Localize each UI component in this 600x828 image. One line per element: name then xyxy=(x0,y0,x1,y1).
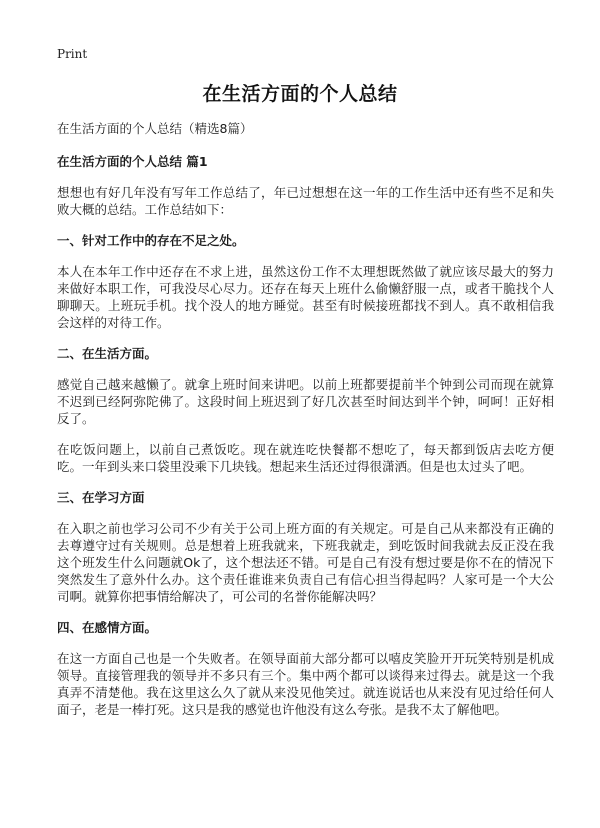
article-heading: 在生活方面的个人总结 篇1 xyxy=(57,154,208,169)
section-1-paragraph: 本人在本年工作中还存在不求上进，虽然这份工作不太理想既然做了就应该尽最大的努力来做好本职工作，可我没尽心尽力。还存在每天上班什么偷懒舒服一点，或者干脆找个人聊聊天。上班玩手机。找个没人的地方睡觉。甚至有时候接班都找不到人。真不敢相信我会这样的对待工作。 xyxy=(57,264,554,330)
section-4-paragraph: 在这一方面自己也是一个失败者。在领导面前大部分都可以嘻皮笑脸开开玩笑特别是机成领导。直接管理我的领导并不多只有三个。集中两个都可以谈得来过得去。就是这一个我真弄不清楚他。我在这里这么久了就从来没见他笑过。就连说话也从来没有见过给任何人面子，老是一棒打死。这只是我的感觉也许他没有这么夸张。是我不太了解他吧。 xyxy=(57,651,554,717)
intro-paragraph: 想想也有好几年没有写年工作总结了，年已过想想在这一年的工作生活中还有些不足和失败大概的总结。工作总结如下： xyxy=(57,185,554,217)
section-2-paragraph-2: 在吃饭问题上，以前自己煮饭吃。现在就连吃快餐都不想吃了，每天都到饭店去吃方便吃。一年到头来口袋里没乘下几块钱。想起来生活还过得很潇洒。但是也太过头了吧。 xyxy=(57,442,554,474)
section-heading-1: 一、针对工作中的存在不足之处。 xyxy=(57,233,245,248)
section-heading-2: 二、在生活方面。 xyxy=(57,346,158,361)
section-2-paragraph-1: 感觉自己越来越懒了。就拿上班时间来讲吧。以前上班都要提前半个钟到公司而现在就算不迟到已经阿弥陀佛了。这段时间上班迟到了好几次甚至时间达到半个钟，呵呵！正好相反了。 xyxy=(57,377,554,426)
section-heading-4: 四、在感情方面。 xyxy=(57,620,158,635)
article-body xyxy=(57,120,554,732)
section-heading-3: 三、在学习方面 xyxy=(57,490,145,505)
section-3-paragraph: 在入职之前也学习公司不少有关于公司上班方面的有关规定。可是自己从来都没有正确的去尊遵守过有关规则。总是想着上班我就来，下班我就走，到吃饭时间我就去反正没在我这个班发生什么问题就Ok了，这个想法还不错。可是自己有没有想过要是你不在的情况下突然发生了意外什么办。这个责任谁谁来负责自己有信心担当得起吗？人家可是一个大公司啊。就算你把事情给解决了，可公司的名誉你能解决吗？ xyxy=(57,521,554,604)
subtitle: 在生活方面的个人总结（精选8篇） xyxy=(57,121,253,136)
page-title: 在生活方面的个人总结 xyxy=(202,83,398,105)
print-link[interactable]: Print xyxy=(57,47,88,61)
